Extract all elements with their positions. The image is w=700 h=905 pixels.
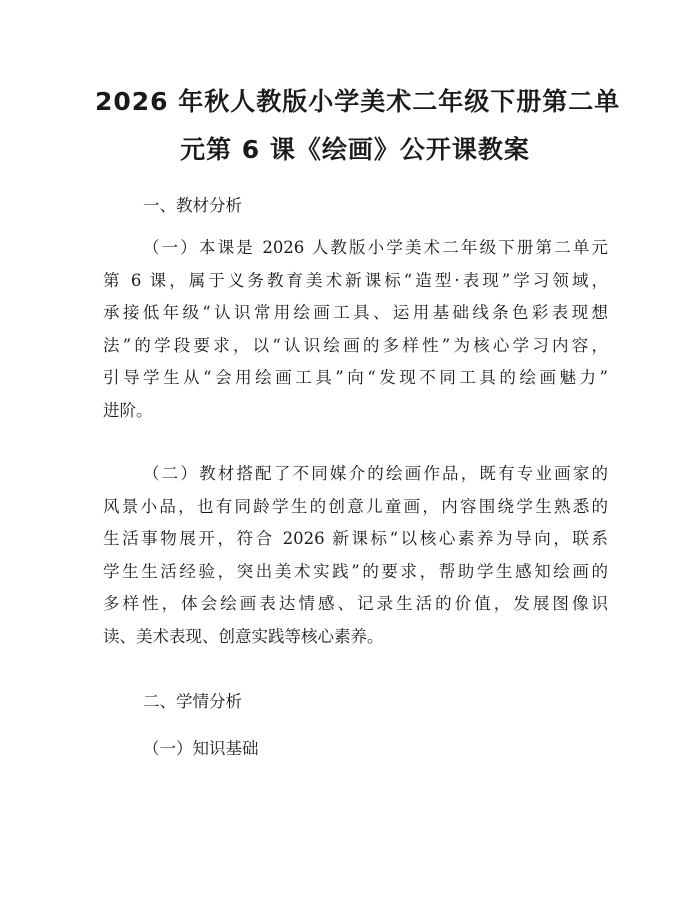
section-heading-textbook-analysis: 一、教材分析 bbox=[143, 196, 242, 215]
paragraph-textbook-2 bbox=[103, 458, 608, 653]
document-title bbox=[95, 78, 621, 174]
paragraph-line: 读、美术表现、创意实践等核心素养。 bbox=[103, 626, 384, 646]
subheading-knowledge-base: （一）知识基础 bbox=[143, 739, 259, 758]
paragraph-line: 承接低年级“认识常用绘画工具、运用基础线条色彩表现想 bbox=[103, 303, 608, 322]
paragraph-line: 引导学生从“会用绘画工具”向“发现不同工具的绘画魅力” bbox=[103, 368, 608, 387]
paragraph-line: 第 6 课，属于义务教育美术新课标“造型·表现”学习领域， bbox=[103, 270, 608, 290]
paragraph-line: 法”的学段要求，以“认识绘画的多样性”为核心学习内容， bbox=[103, 335, 608, 355]
paragraph-line: （二）教材搭配了不同媒介的绘画作品，既有专业画家的 bbox=[143, 464, 608, 483]
title-line: 2026 年秋人教版小学美术二年级下册第二单 bbox=[95, 87, 621, 116]
paragraph-textbook-1 bbox=[103, 232, 608, 427]
paragraph-line: 生活事物展开，符合 2026 新课标“以核心素养为导向，联系 bbox=[103, 529, 608, 548]
title-line: 元第 6 课《绘画》公开课教案 bbox=[180, 135, 530, 164]
paragraph-line: 学生生活经验，突出美术实践”的要求，帮助学生感知绘画的 bbox=[103, 561, 608, 581]
paragraph-line: （一）本课是 2026 人教版小学美术二年级下册第二单元 bbox=[143, 238, 608, 257]
paragraph-line: 进阶。 bbox=[103, 400, 153, 420]
paragraph-line: 多样性，体会绘画表达情感、记录生活的价值，发展图像识 bbox=[103, 594, 608, 613]
paragraph-line: 风景小品，也有同龄学生的创意儿童画，内容围绕学生熟悉的 bbox=[103, 496, 608, 516]
section-heading-learner-analysis: 二、学情分析 bbox=[143, 692, 242, 711]
